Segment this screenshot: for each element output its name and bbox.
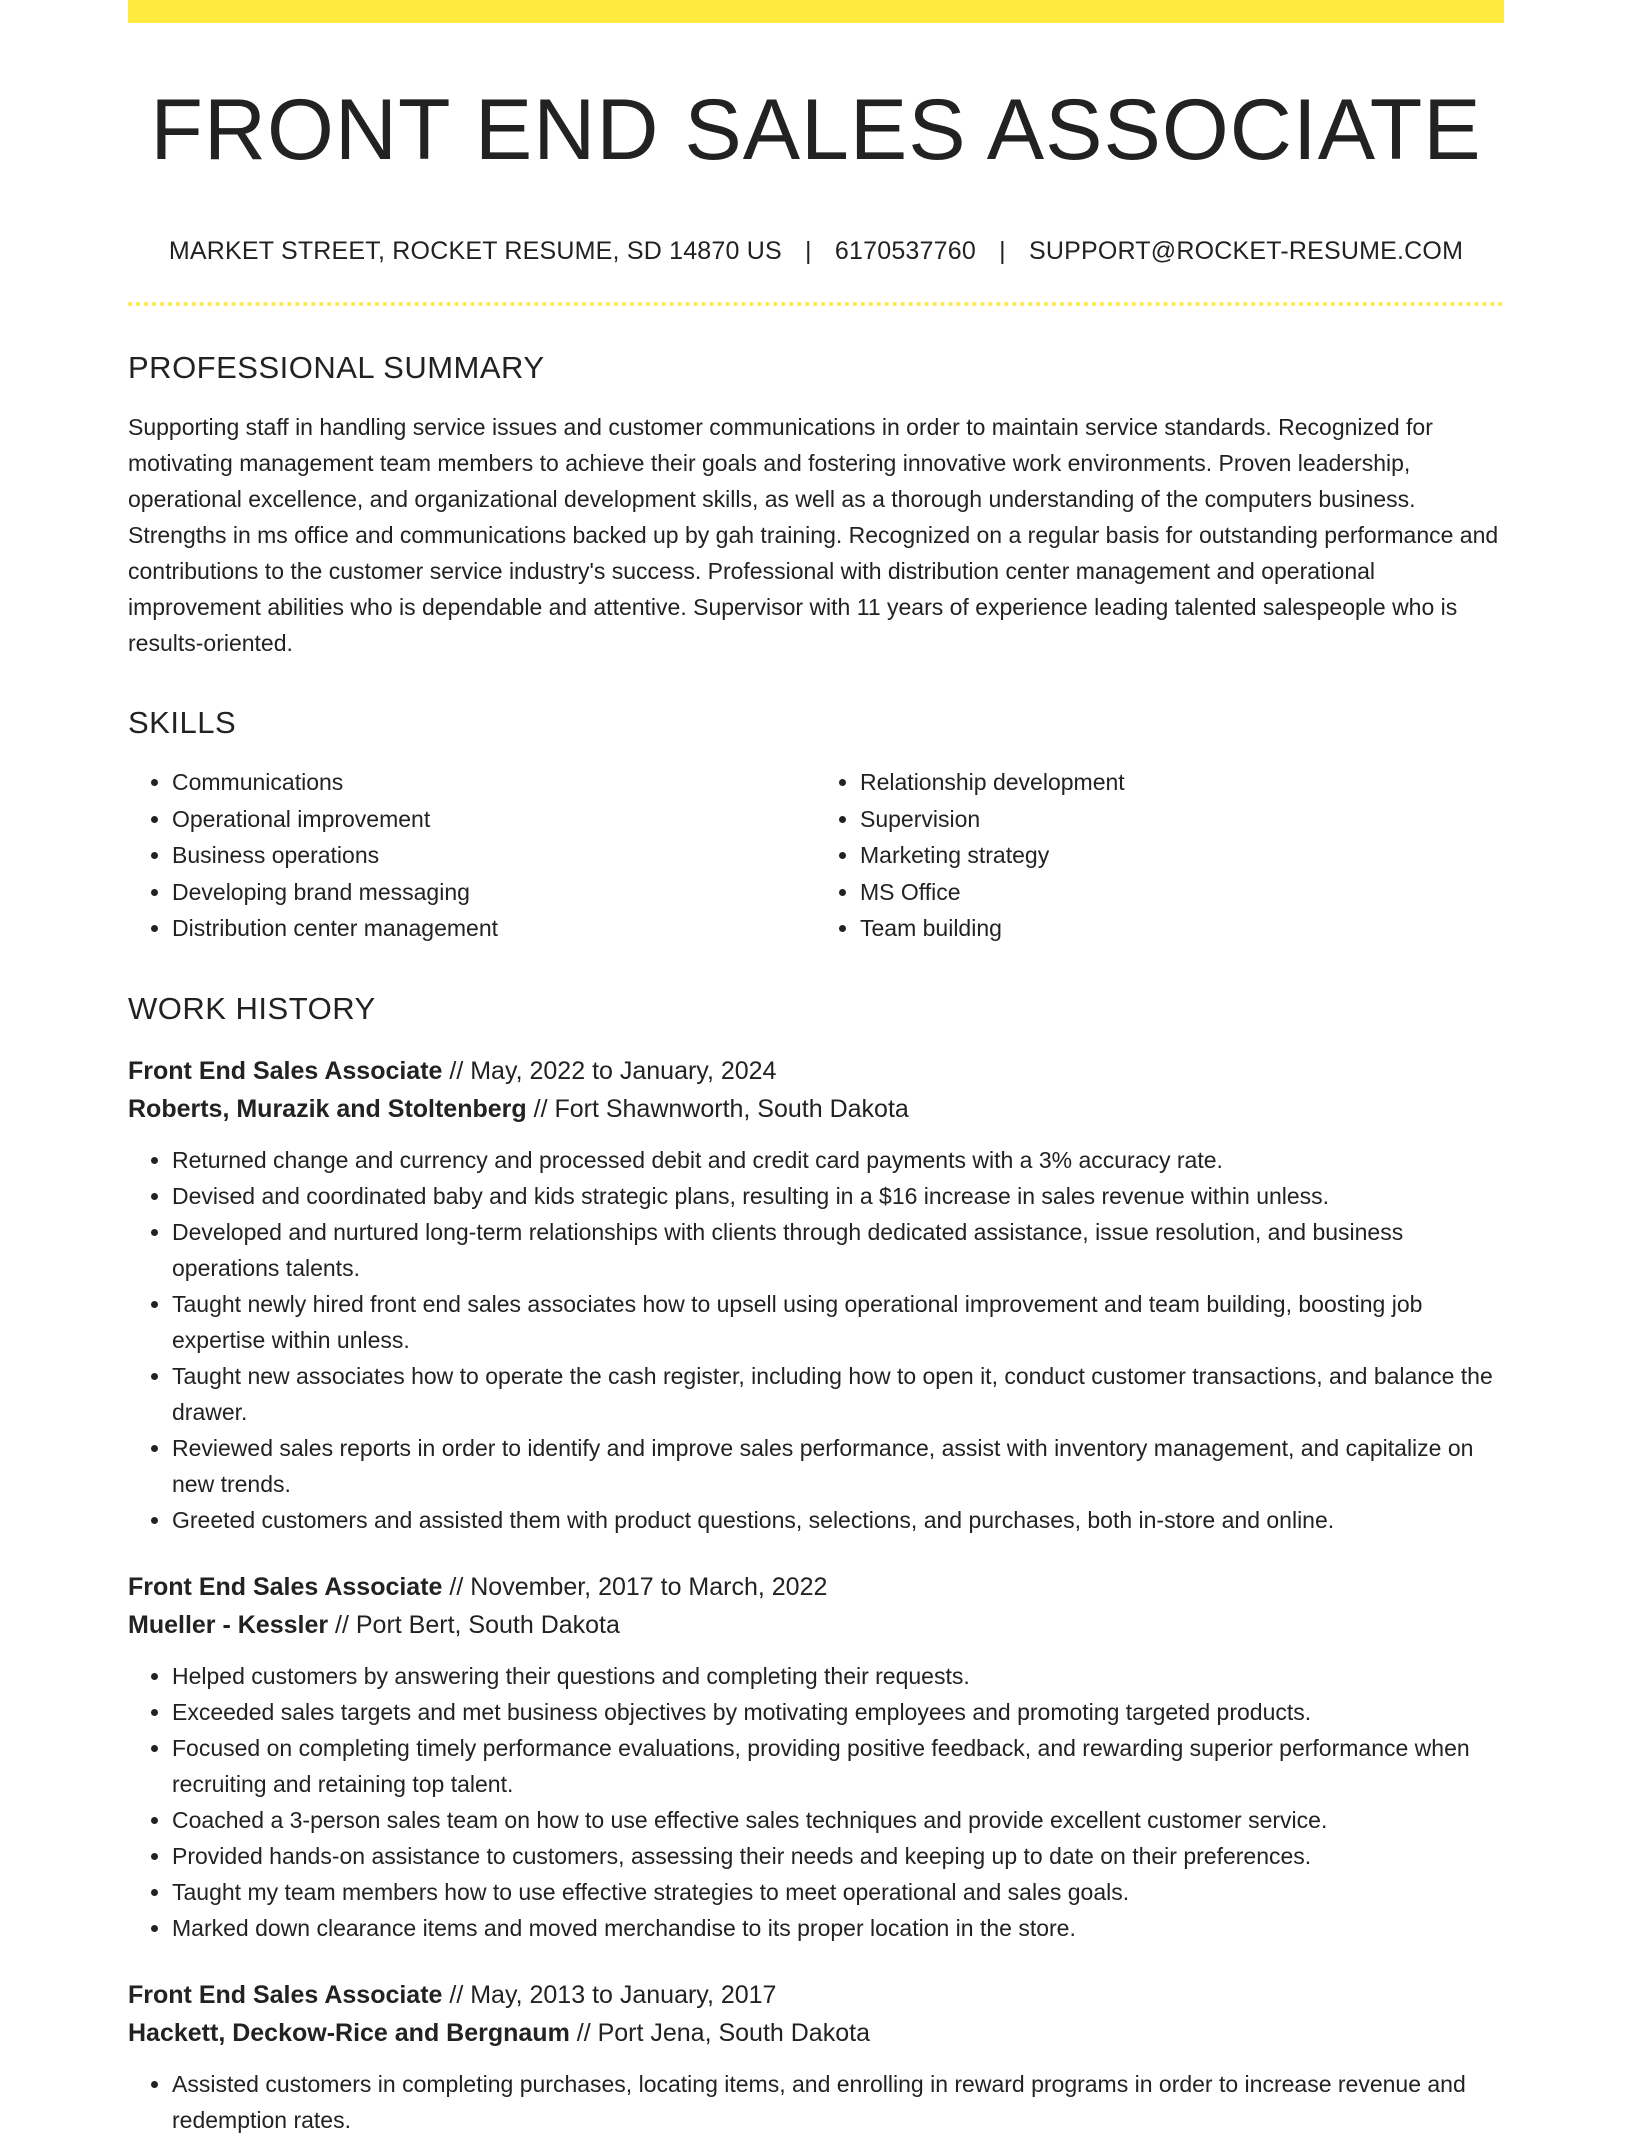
job-bullet: • Taught newly hired front end sales associates how to upsell using operational improvement and team building, boosting job expertise within unless. (172, 1286, 1504, 1358)
job-bullet: • Returned change and currency and processed debit and credit card payments with a 3% accuracy rate. (172, 1142, 1504, 1178)
skill-item: • Communications (172, 764, 816, 801)
job-company: Roberts, Murazik and Stoltenberg (128, 1094, 527, 1123)
resume-page (128, 0, 1504, 2138)
skill-item: • Team building (860, 910, 1504, 947)
job-dates: // November, 2017 to March, 2022 (442, 1572, 828, 1601)
job-dates: // May, 2013 to January, 2017 (442, 1980, 777, 2009)
contact-separator: | (999, 237, 1006, 265)
job-title: Front End Sales Associate (128, 1056, 443, 1085)
job-bullet: • Taught my team members how to use effective strategies to meet operational and sales goals. (172, 1874, 1504, 1910)
skill-item: • Distribution center management (172, 910, 816, 947)
job-title-line (128, 1052, 1504, 1090)
summary-text: Supporting staff in handling service issues and customer communications in order to maintain service standards. Recognized for motivating management team members to achieve their goals and fostering innovative work environments. Proven leadership, operational excellence, and organizational development skills, as well as a thorough understanding of the computers business. Strengths in ms office and communications backed up by gah training. Recognized on a regular basis for outstanding performance and contributions to the customer service industry's success. Professional with distribution center management and operational improvement abilities who is dependable and attentive. Supervisor with 11 years of experience leading talented salespeople who is results-oriented. (128, 414, 1499, 656)
job-bullet: • Exceeded sales targets and met business objectives by motivating employees and promoting targeted products. (172, 1694, 1504, 1730)
job-bullet: • Assisted customers in completing purchases, locating items, and enrolling in reward programs in order to increase revenue and redemption rates. (172, 2066, 1504, 2138)
skills-heading: SKILLS (128, 705, 237, 740)
job-company-line (128, 1606, 1504, 1644)
skills-column-left (128, 764, 816, 947)
dotted-divider (128, 302, 1504, 306)
job-bullets (128, 2066, 1504, 2138)
job-company-line (128, 1090, 1504, 1128)
skill-item: • Business operations (172, 837, 816, 874)
skills-column-right (816, 764, 1504, 947)
job-bullet: • Focused on completing timely performance evaluations, providing positive feedback, and rewarding superior performance when recruiting and retaining top talent. (172, 1730, 1504, 1802)
job-title: Front End Sales Associate (128, 1980, 443, 2009)
job-location: // Fort Shawnworth, South Dakota (526, 1094, 909, 1123)
contact-line (128, 237, 1504, 266)
skill-item: • Relationship development (860, 764, 1504, 801)
job-bullet: • Greeted customers and assisted them with product questions, selections, and purchases, both in-store and online. (172, 1502, 1504, 1538)
skill-item: • Marketing strategy (860, 837, 1504, 874)
job-company: Mueller - Kessler (128, 1610, 329, 1639)
contact-address: MARKET STREET, ROCKET RESUME, SD 14870 US (168, 237, 782, 265)
job-bullet: • Coached a 3-person sales team on how to use effective sales techniques and provide excellent customer service. (172, 1802, 1504, 1838)
job-title-line (128, 1568, 1504, 1606)
summary-heading: PROFESSIONAL SUMMARY (128, 350, 545, 385)
job-bullet: • Developed and nurtured long-term relationships with clients through dedicated assistance, issue resolution, and business operations talents. (172, 1214, 1504, 1286)
job-bullet: • Provided hands-on assistance to customers, assessing their needs and keeping up to date on their preferences. (172, 1838, 1504, 1874)
skill-item: • Supervision (860, 801, 1504, 838)
job-bullets (128, 1658, 1504, 1946)
job-bullet: • Devised and coordinated baby and kids strategic plans, resulting in a $16 increase in sales revenue within unless. (172, 1178, 1504, 1214)
work-history-heading: WORK HISTORY (128, 990, 376, 1026)
skill-item: • Developing brand messaging (172, 874, 816, 911)
contact-separator: | (805, 237, 812, 265)
skills-list (128, 764, 1504, 947)
job-title-line (128, 1976, 1504, 2014)
contact-phone: 6170537760 (834, 237, 976, 265)
job-company-line (128, 2014, 1504, 2052)
job-company: Hackett, Deckow-Rice and Bergnaum (128, 2018, 570, 2047)
job-bullet: • Reviewed sales reports in order to identify and improve sales performance, assist with inventory management, and capitalize on new trends. (172, 1430, 1504, 1502)
resume-name: FRONT END SALES ASSOCIATE (150, 82, 1482, 178)
job-location: // Port Jena, South Dakota (569, 2018, 870, 2047)
job-entry (128, 1568, 1504, 1946)
job-title: Front End Sales Associate (128, 1572, 443, 1601)
skill-item: • Operational improvement (172, 801, 816, 838)
job-entry (128, 1052, 1504, 1538)
skill-item: • MS Office (860, 874, 1504, 911)
job-bullet: • Taught new associates how to operate the cash register, including how to open it, conduct customer transactions, and balance the drawer. (172, 1358, 1504, 1430)
job-entry (128, 1976, 1504, 2138)
job-location: // Port Bert, South Dakota (328, 1610, 620, 1639)
job-bullet: • Marked down clearance items and moved merchandise to its proper location in the store. (172, 1910, 1504, 1946)
job-bullet: • Helped customers by answering their questions and completing their requests. (172, 1658, 1504, 1694)
job-bullets (128, 1142, 1504, 1538)
contact-email: SUPPORT@ROCKET-RESUME.COM (1028, 237, 1464, 265)
job-dates: // May, 2022 to January, 2024 (442, 1056, 777, 1085)
accent-bar (128, 0, 1504, 23)
